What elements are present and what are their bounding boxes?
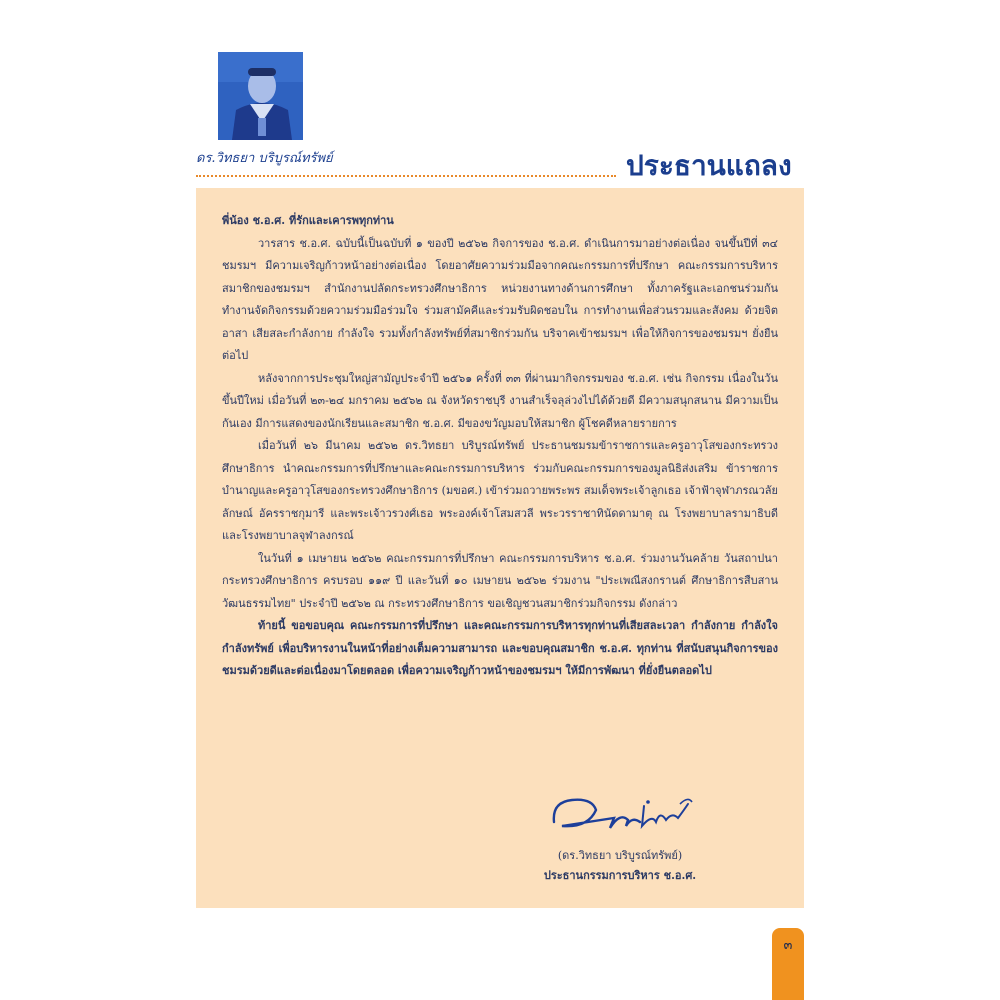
letter-paragraph: วารสาร ช.อ.ศ. ฉบับนี้เป็นฉบับที่ ๑ ของปี ๒๕๖๒ กิจการของ ช.อ.ศ. ดำเนินการมาอย่างต่อเนื่อง จนขึ้นปีที่ ๓๔ ชมรมฯ มีความเจริญก้าวหน้าอย่างต่อเนื่อง โดยอาศัยความร่วมมือจากคณะกรรมการที่ปรึกษา คณะกรรมการบริหาร สมาชิกของชมรมฯ สำนักงานปลัดกระทรวงศึกษาธิการ หน่วยงานทางด้านการศึกษา ทั้งภาครัฐและเอกชนร่วมกันทำงานจัดกิจกรรมด้วยความร่วมมือร่วมใจ ร่วมสามัคคีและร่วมรับผิดชอบใน การทำงานเพื่อส่วนรวมและสังคม ด้วยจิตอาสา เสียสละกำลังกาย กำลังใจ รวมทั้งกำลังทรัพย์ที่สมาชิกร่วมกัน บริจาคเข้าชมรมฯ เพื่อให้กิจการของชมรมฯ ยั่งยืนต่อไป	[222, 236, 778, 362]
dotted-divider	[196, 175, 616, 177]
page-number: ๓	[783, 938, 793, 953]
handwritten-signature	[548, 792, 698, 837]
letter-paragraph: เมื่อวันที่ ๒๖ มีนาคม ๒๕๖๒ ดร.วิทธยา บริบูรณ์ทรัพย์ ประธานชมรมข้าราชการและครูอาวุโสของกระทรวง ศึกษาธิการ นำคณะกรรมการที่ปรึกษาและคณะกรรมการบริหาร ร่วมกับคณะกรรมการของมูลนิธิส่งเสริม ข้าราชการบำนาญและครูอาวุโสของกระทรวงศึกษาธิการ (มขอศ.) เข้าร่วมถวายพระพร สมเด็จพระเจ้าลูกเธอ เจ้าฟ้าจุฬาภรณวลัยลักษณ์ อัครราชกุมารี และพระเจ้าวรวงศ์เธอ พระองค์เจ้าโสมสวลี พระวรราชาทินัดดามาตุ ณ โรงพยาบาลรามาธิบดี และโรงพยาบาลจุฬาลงกรณ์	[222, 439, 778, 542]
letter-closing-paragraph: ท้ายนี้ ขอขอบคุณ คณะกรรมการที่ปรึกษา และคณะกรรมการบริหารทุกท่านที่เสียสละเวลา กำลังกาย กำลังใจ กำลังทรัพย์ เพื่อบริหารงานในหน้าที่อย่างเต็มความสามารถ และขอบคุณสมาชิก ช.อ.ศ. ทุกท่าน ที่สนับสนุนกิจการของชมรมด้วยดีและต่อเนื่องมาโดยตลอด เพื่อความเจริญก้าวหน้าของชมรมฯ ให้มีการพัฒนา ที่ยั่งยืนตลอดไป	[222, 619, 778, 677]
author-caption: ดร.วิทธยา บริบูรณ์ทรัพย์	[196, 151, 333, 166]
signatory-name: (ดร.วิทธยา บริบูรณ์ทรัพย์)	[557, 849, 683, 862]
letter-box	[196, 188, 804, 908]
page-heading: ประธานแถลง	[626, 149, 792, 182]
author-photo	[218, 52, 303, 140]
letter-salutation: พี่น้อง ช.อ.ศ. ที่รักและเคารพทุกท่าน	[222, 214, 394, 227]
signatory-title: ประธานกรรมการบริหาร ช.อ.ศ.	[543, 869, 697, 882]
letter-paragraph: ในวันที่ ๑ เมษายน ๒๕๖๒ คณะกรรมการที่ปรึกษา คณะกรรมการบริหาร ช.อ.ศ. ร่วมงานวันคล้าย วันสถาปนากระทรวงศึกษาธิการ ครบรอบ ๑๑๙ ปี และวันที่ ๑๐ เมษายน ๒๕๖๒ ร่วมงาน "ประเพณีสงกรานต์ ศึกษาธิการสืบสานวัฒนธรรมไทย" ประจำปี ๒๕๖๒ ณ กระทรวงศึกษาธิการ ขอเชิญชวนสมาชิกร่วมกิจกรรม ดังกล่าว	[222, 551, 778, 610]
letter-paragraph: หลังจากการประชุมใหญ่สามัญประจำปี ๒๕๖๑ ครั้งที่ ๓๓ ที่ผ่านมากิจกรรมของ ช.อ.ศ. เช่น กิจกรรม เนื่องในวันขึ้นปีใหม่ เมื่อวันที่ ๒๓-๒๔ มกราคม ๒๕๖๒ ณ จังหวัดราชบุรี งานสำเร็จลุล่วงไปได้ด้วยดี มีความสนุกสนาน มีความเป็นกันเอง มีการแสดงของนักเรียนและสมาชิก ช.อ.ศ. มีของขวัญมอบให้สมาชิก ผู้โชคดีหลายรายการ	[222, 371, 778, 430]
